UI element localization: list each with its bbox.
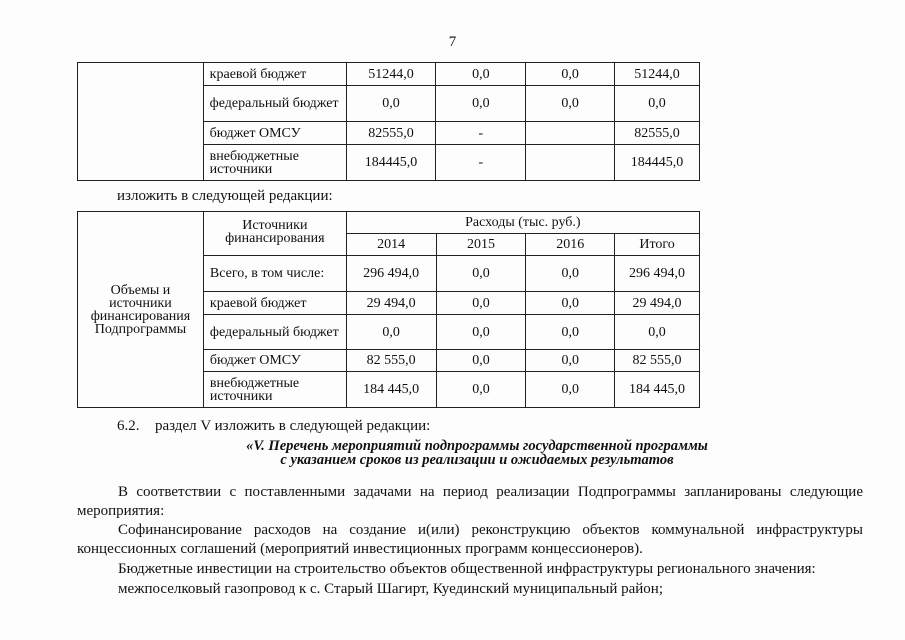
source-cell: внебюджетные источники [203,145,346,181]
source-cell: Всего, в том числе: [203,256,346,292]
value-2015: 0,0 [436,63,526,86]
value-2016: 0,0 [526,86,615,122]
source-cell: федеральный бюджет [203,315,346,350]
value-total: 82 555,0 [615,350,700,372]
value-2014: 82555,0 [346,122,436,145]
value-2016 [526,122,615,145]
value-2014: 184445,0 [346,145,436,181]
value-total: 82555,0 [615,122,700,145]
value-2016: 0,0 [526,350,615,372]
table-row [78,63,700,86]
value-2014: 0,0 [346,315,436,350]
value-total: 29 494,0 [615,292,700,315]
paragraph-4: межпоселковый газопровод к с. Старый Шагирт, Куединский муниципальный район; [118,581,664,597]
sources-header: Источники финансирования [203,212,346,256]
paragraph-1: В соответствии с поставленными задачами на период реализации Подпрограммы запланированы следующие мероприятия: [77,484,863,519]
paragraph-3: Бюджетные инвестиции на строительство объектов общественной инфраструктуры регионального значения: [118,561,816,577]
page-number: 7 [448,34,457,50]
value-total: 296 494,0 [615,256,700,292]
source-cell: краевой бюджет [203,63,346,86]
value-total: 0,0 [615,315,700,350]
value-2016: 0,0 [526,315,615,350]
value-2014: 296 494,0 [346,256,436,292]
value-2014: 82 555,0 [346,350,436,372]
value-2014: 29 494,0 [346,292,436,315]
empty-header-cell [78,63,204,181]
value-2016 [526,145,615,181]
value-total: 184445,0 [615,145,700,181]
section-text: раздел V изложить в следующей редакции: [155,418,431,434]
transition-text: изложить в следующей редакции: [117,188,333,204]
source-cell: федеральный бюджет [203,86,346,122]
value-2015: 0,0 [436,372,526,408]
value-2014: 51244,0 [346,63,436,86]
year-header: 2015 [436,234,526,256]
section-heading-line2: с указанием сроков из реализации и ожидаемых результатов [280,452,674,468]
section-heading-line1: «V. Перечень мероприятий подпрограммы государственной программы [246,438,708,454]
value-2015: 0,0 [436,315,526,350]
source-cell: бюджет ОМСУ [203,122,346,145]
value-2015: - [436,122,526,145]
table-header-row [78,212,700,234]
year-header: 2016 [526,234,615,256]
value-2014: 184 445,0 [346,372,436,408]
value-2016: 0,0 [526,292,615,315]
value-2015: - [436,145,526,181]
value-2015: 0,0 [436,256,526,292]
value-2016: 0,0 [526,372,615,408]
value-2016: 0,0 [526,256,615,292]
old-financing-table [77,62,700,181]
new-financing-table [77,211,700,408]
value-total: 0,0 [615,86,700,122]
source-cell: бюджет ОМСУ [203,350,346,372]
section-number: 6.2. [117,418,140,434]
value-total: 184 445,0 [615,372,700,408]
value-2015: 0,0 [436,350,526,372]
value-2015: 0,0 [436,292,526,315]
year-header: 2014 [346,234,436,256]
value-2015: 0,0 [436,86,526,122]
value-2016: 0,0 [526,63,615,86]
value-2014: 0,0 [346,86,436,122]
source-cell: краевой бюджет [203,292,346,315]
total-header: Итого [615,234,700,256]
value-total: 51244,0 [615,63,700,86]
row-header-cell: Объемы и источники финансирования Подпрограммы [78,212,204,408]
paragraph-2: Софинансирование расходов на создание и(или) реконструкцию объектов коммунальной инфраструктуры концессионных соглашений (мероприятий инвестиционных программ концессионеров). [77,522,863,557]
expenses-header: Расходы (тыс. руб.) [346,212,699,234]
source-cell: внебюджетные источники [203,372,346,408]
